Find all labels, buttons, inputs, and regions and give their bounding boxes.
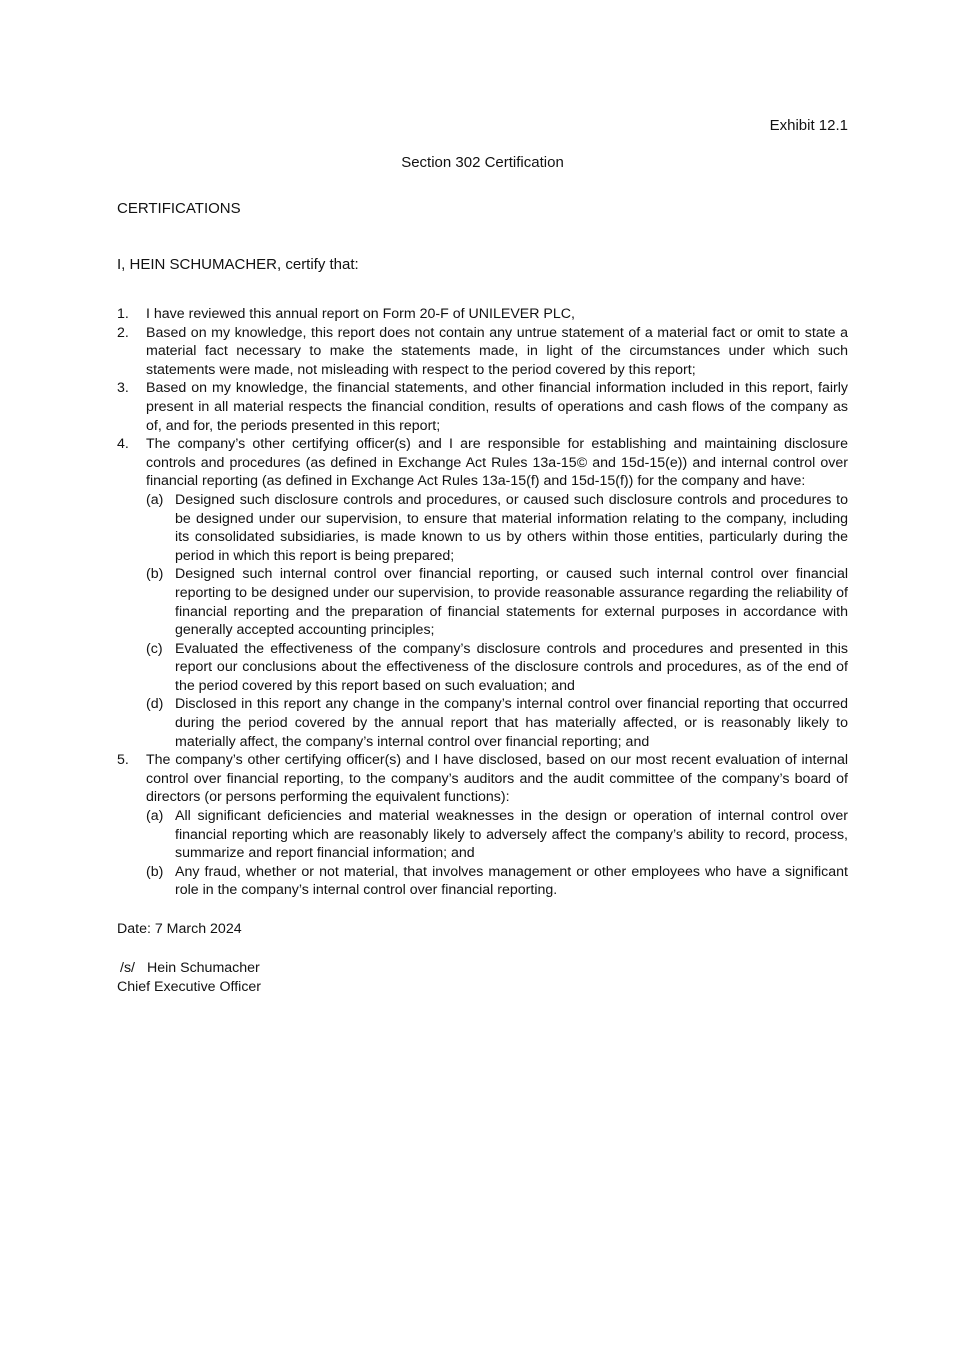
list-item: [117, 435, 848, 751]
section-title: Section 302 Certification: [401, 154, 564, 171]
item-text: The company’s other certifying officer(s) and I are responsible for establishing and maintaining disclosure controls and procedures (as defined in Exchange Act Rules 13a-15© and 15d-15(e)) and internal control over financial reporting (as defined in Exchange Act Rules 13a-15(f) and 15d-15(f)) for the company and have:: [146, 436, 848, 490]
exhibit-label: Exhibit 12.1: [769, 117, 848, 134]
certifications-heading: CERTIFICATIONS: [117, 200, 241, 217]
sub-item: [146, 640, 848, 696]
list-item: [117, 379, 848, 435]
sub-item-text: Any fraud, whether or not material, that involves management or other employees who have a significant role in the company’s internal control over financial reporting.: [175, 863, 848, 899]
signature-block: [117, 959, 261, 997]
item-number: 3.: [117, 380, 129, 397]
item-number: 4.: [117, 436, 129, 453]
certify-intro: I, HEIN SCHUMACHER, certify that:: [117, 256, 359, 273]
signatory-name: Hein Schumacher: [146, 960, 260, 976]
signatory-title: Chief Executive Officer: [117, 979, 262, 995]
item-number: 1.: [117, 306, 129, 322]
sub-item-letter: (d): [146, 696, 164, 713]
sub-item: [146, 565, 848, 639]
sub-item-letter: (a): [146, 808, 164, 825]
sub-item-letter: (b): [146, 863, 164, 880]
list-item: [117, 324, 848, 380]
sub-item: [146, 863, 848, 900]
certification-date: Date: 7 March 2024: [117, 921, 242, 937]
sub-item-letter: (a): [146, 491, 164, 508]
list-item: [117, 305, 848, 324]
sub-item-text: Designed such internal control over financial reporting, or caused such internal control over financial reporting to be designed under our supervision, to provide reasonable assurance regarding the reliability of financial reporting and the preparation of financial statements for external purposes in accordance with generally accepted accounting principles;: [175, 566, 848, 639]
item-number: 5.: [117, 752, 129, 769]
item-number: 2.: [117, 324, 129, 341]
sub-item-letter: (b): [146, 566, 164, 583]
item-text: Based on my knowledge, this report does not contain any untrue statement of a material fact or omit to state a material fact necessary to make the statements made, in light of the circumstances under which such statements were made, not misleading with respect to the period covered by this report;: [146, 324, 848, 378]
item-text: Based on my knowledge, the financial statements, and other financial information included in this report, fairly present in all material respects the financial condition, results of operations and cash flows of the company as of, and for, the periods presented in this report;: [146, 380, 848, 434]
sub-item-letter: (c): [146, 640, 163, 657]
sub-item-text: Evaluated the effectiveness of the company’s disclosure controls and procedures and presented in this report our conclusions about the effectiveness of the disclosure controls and procedures, as of the end of the period covered by this report based on such evaluation; and: [175, 640, 848, 694]
certification-list: [117, 305, 848, 900]
sub-item-text: Designed such disclosure controls and procedures, or caused such disclosure controls and procedures to be designed under our supervision, to ensure that material information relating to the company, including its consolidated subsidiaries, is made known to us by others within those entities, particularly during the period in which this report is being prepared;: [175, 491, 848, 564]
item-text: I have reviewed this annual report on Form 20-F of UNILEVER PLC,: [146, 306, 575, 322]
sub-item: [146, 491, 848, 565]
signature-mark: /s/: [120, 960, 135, 976]
sub-item: [146, 807, 848, 863]
item-text: The company’s other certifying officer(s) and I have disclosed, based on our most recent evaluation of internal control over financial reporting, to the company’s auditors and the audit committee of the company’s board of directors (or persons performing the equivalent functions):: [146, 752, 848, 806]
list-item: [117, 751, 848, 900]
sub-item-text: Disclosed in this report any change in the company’s internal control over financial reporting that occurred during the period covered by the annual report that has materially affected, or is reasonably likely to materially affect, the company’s internal control over financial reporting; and: [175, 696, 848, 750]
sub-item-text: All significant deficiencies and material weaknesses in the design or operation of internal control over financial reporting which are reasonably likely to adversely affect the company’s ability to record, process, summarize and report financial information; and: [175, 808, 848, 862]
sub-item: [146, 695, 848, 751]
